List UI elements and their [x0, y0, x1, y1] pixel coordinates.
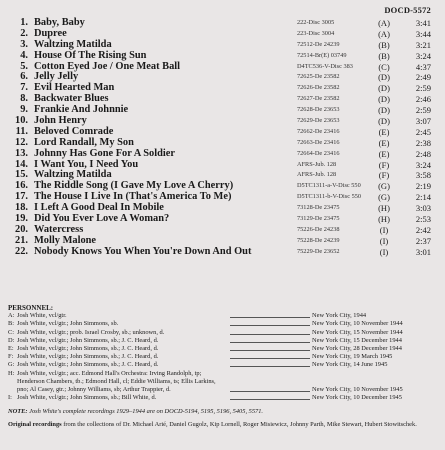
- track-matrix: 75229-De 23652: [297, 247, 340, 255]
- personnel-letter: D:: [8, 336, 15, 344]
- personnel-entry: [8, 320, 438, 328]
- track-matrix: D5TC1311-b-V-Disc 550: [297, 193, 362, 201]
- track-time: 2:38: [415, 137, 431, 148]
- track-title: Dupree: [34, 27, 67, 39]
- track-number: 4.: [20, 49, 28, 61]
- personnel-entry: [8, 386, 438, 394]
- personnel-place-date: New York City, 28 December 1944: [312, 344, 402, 352]
- track-time: 2:42: [415, 224, 431, 235]
- track-number: 18.: [15, 202, 28, 214]
- track-personnel-code: (G): [378, 181, 390, 192]
- original-recordings-text: from the collections of Dr. Michael Arié, Daniel Gugolz, Kip Lornell, Roger Misiewicz, Johnny Parth, Mike Stewart, Hubert Stowitschek.: [61, 421, 417, 428]
- track-matrix: 75228-De 24239: [297, 236, 340, 244]
- track-matrix: 72625-De 23582: [297, 73, 340, 81]
- track-time: 2:37: [415, 235, 431, 246]
- personnel-list: [8, 312, 438, 402]
- personnel-heading: PERSONNEL:: [8, 304, 54, 312]
- leader-rule: [230, 317, 310, 318]
- track-title: John Henry: [34, 115, 87, 127]
- track-personnel-code: (F): [378, 170, 390, 181]
- track-time: 3:01: [415, 246, 431, 257]
- track-title: I Want You, I Need You: [34, 158, 139, 170]
- track-title: Waltzing Matilda: [34, 169, 112, 181]
- track-personnel-code: (F): [378, 159, 390, 170]
- track-title: Did You Ever Love A Woman?: [34, 213, 170, 225]
- track-number: 11.: [15, 125, 28, 137]
- track-number: 12.: [15, 136, 28, 148]
- personnel-place-date: New York City, 10 November 1945: [312, 385, 403, 393]
- track-title: Evil Hearted Man: [34, 82, 115, 94]
- track-title: The House I Live In (That's America To Me): [34, 191, 232, 203]
- track-number: 5.: [20, 60, 28, 72]
- leader-rule: [230, 350, 310, 351]
- personnel-entry: [8, 329, 438, 337]
- track-number: 9.: [20, 104, 28, 116]
- personnel-musicians: Josh White, vcl/gtr.; John Simmons, sb.; J. C. Heard, d.: [17, 344, 159, 352]
- track-matrix: 72663-De 23416: [297, 138, 340, 146]
- track-title: Molly Malone: [34, 234, 97, 246]
- original-recordings: [8, 421, 438, 429]
- track-title: Baby, Baby: [34, 17, 85, 28]
- track-title: Watercress: [34, 223, 84, 235]
- track-time: 3:44: [415, 28, 431, 39]
- track-personnel-code: (I): [379, 246, 389, 257]
- personnel-musicians: Josh White, vcl/gtr.; John Simmons, sb.; J. C. Heard, d.: [17, 336, 159, 344]
- personnel-letter: H:: [8, 369, 15, 377]
- personnel-musicians: Josh White, vcl/gtr.; prob. Israel Crosby, sb.; unknown, d.: [17, 328, 165, 336]
- track-time: 3:21: [415, 39, 431, 50]
- track-matrix: AFRS-Jub. 128: [297, 160, 337, 168]
- track-number: 20.: [15, 223, 28, 235]
- track-personnel-code: (E): [378, 126, 390, 137]
- track-personnel-code: (D): [378, 94, 390, 105]
- track-matrix: 73128-De 23475: [297, 204, 340, 212]
- track-number: 13.: [15, 147, 28, 159]
- track-personnel-code: (A): [378, 28, 390, 39]
- track-title: Beloved Comrade: [34, 125, 114, 137]
- track-matrix: AFRS-Jub. 128: [297, 171, 337, 179]
- track-title: Johnny Has Gone For A Soldier: [34, 147, 175, 159]
- track-time: 4:37: [415, 61, 431, 72]
- track-time: 2:45: [415, 126, 431, 137]
- track-matrix: 72629-De 23653: [297, 117, 340, 125]
- track-personnel-code: (C): [378, 61, 390, 72]
- track-personnel-code: (D): [378, 116, 390, 127]
- track-personnel-code: (E): [378, 148, 390, 159]
- track-number: 14.: [15, 158, 28, 170]
- track-row: [0, 247, 445, 258]
- personnel-entry: [8, 378, 438, 386]
- personnel-letter: I:: [8, 394, 12, 402]
- track-title: Frankie And Johnnie: [34, 104, 129, 116]
- track-time: 3:07: [415, 116, 431, 127]
- leader-rule: [230, 325, 310, 326]
- track-personnel-code: (H): [378, 214, 390, 225]
- personnel-musicians: pno; Al Casey, gtr.; Johnny Williams, sb; Arthur Trappier, d.: [17, 385, 171, 393]
- track-matrix: 72662-De 23416: [297, 127, 340, 135]
- track-time: 3:03: [415, 203, 431, 214]
- track-time: 2:19: [415, 181, 431, 192]
- track-time: 2:59: [415, 105, 431, 116]
- track-matrix: 72512-De 24239: [297, 40, 340, 48]
- personnel-place-date: New York City, 14 June 1945: [312, 361, 388, 369]
- personnel-musicians: Josh White, vcl/gtr.; John Simmons, sb.: [17, 320, 119, 328]
- track-time: 2:14: [415, 192, 431, 203]
- personnel-musicians: Henderson Chambers, tb.; Edmond Hall, cl; Eddie Williams, ts; Ellis Larkins,: [17, 377, 216, 385]
- leader-rule: [230, 334, 310, 335]
- leader-rule: [230, 366, 310, 367]
- personnel-place-date: New York City, 15 November 1944: [312, 328, 403, 336]
- track-matrix: 72627-De 23582: [297, 95, 340, 103]
- track-number: 16.: [15, 180, 28, 192]
- track-number: 3.: [20, 38, 28, 50]
- track-title: House Of The Rising Sun: [34, 49, 147, 61]
- personnel-entry: [8, 361, 438, 369]
- track-matrix: 73129-De 23475: [297, 215, 340, 223]
- track-matrix: D5TC1311-a-V-Disc 550: [297, 182, 361, 190]
- note-text: Josh White's complete recordings 1929–1944 are on DOCD-5194, 5195, 5196, 5405, 5571.: [27, 408, 264, 415]
- track-title: I Left A Good Deal In Mobile: [34, 202, 164, 214]
- track-personnel-code: (I): [379, 235, 389, 246]
- track-number: 10.: [15, 115, 28, 127]
- track-number: 7.: [20, 82, 28, 94]
- track-matrix: 223-Disc 3004: [297, 29, 335, 37]
- track-row: [0, 51, 445, 62]
- track-matrix: 222-Disc 3005: [297, 19, 335, 26]
- track-time: 2:48: [415, 148, 431, 159]
- track-title: Jelly Jelly: [34, 71, 79, 83]
- leader-rule: [230, 358, 310, 359]
- track-matrix: D4TC536-V-Disc 383: [297, 62, 353, 70]
- leader-rule: [230, 342, 310, 343]
- track-number: 19.: [15, 213, 28, 225]
- track-personnel-code: (B): [378, 39, 390, 50]
- track-personnel-code: (D): [378, 83, 390, 94]
- personnel-letter: E:: [8, 344, 14, 352]
- track-number: 17.: [15, 191, 28, 203]
- personnel-place-date: New York City, 19 March 1945: [312, 353, 393, 361]
- track-matrix: 72626-De 23582: [297, 84, 340, 92]
- personnel-letter: F:: [8, 353, 14, 361]
- personnel-place-date: New York City, 15 December 1944: [312, 336, 402, 344]
- track-time: 2:53: [415, 214, 431, 225]
- track-number: 21.: [15, 234, 28, 246]
- personnel-letter: G:: [8, 361, 15, 369]
- track-time: 2:46: [415, 94, 431, 105]
- track-personnel-code: (D): [378, 105, 390, 116]
- track-time: 3:24: [415, 159, 431, 170]
- note-prefix: NOTE:: [8, 408, 28, 415]
- track-title: Waltzing Matilda: [34, 38, 112, 50]
- track-title: Backwater Blues: [34, 93, 109, 105]
- track-time: 2:59: [415, 83, 431, 94]
- personnel-letter: A:: [8, 312, 15, 320]
- personnel-section: [8, 304, 438, 402]
- personnel-place-date: New York City, 10 November 1944: [312, 320, 403, 328]
- personnel-entry: [8, 370, 438, 378]
- track-personnel-code: (A): [378, 18, 390, 28]
- track-number: 15.: [15, 169, 28, 181]
- track-personnel-code: (B): [378, 50, 390, 61]
- track-personnel-code: (G): [378, 192, 390, 203]
- track-number: 22.: [15, 245, 28, 257]
- leader-rule: [230, 391, 310, 392]
- track-title: Lord Randall, My Son: [34, 136, 134, 148]
- track-title: The Riddle Song (I Gave My Love A Cherry): [34, 180, 234, 192]
- personnel-entry: [8, 353, 438, 361]
- track-time: 2:49: [415, 72, 431, 83]
- track-matrix: 72514-Br(E) 03749: [297, 51, 347, 59]
- track-list: [0, 18, 445, 258]
- track-personnel-code: (H): [378, 203, 390, 214]
- track-number: 1.: [20, 17, 28, 28]
- track-personnel-code: (D): [378, 72, 390, 83]
- personnel-entry: [8, 394, 438, 402]
- personnel-entry: [8, 337, 438, 345]
- track-number: 6.: [20, 71, 28, 83]
- original-recordings-heading: Original recordings: [8, 421, 62, 428]
- personnel-letter: B:: [8, 320, 15, 328]
- track-personnel-code: (I): [379, 224, 389, 235]
- personnel-musicians: Josh White, vcl/gtr.; acc. Edmond Hall's Orchestra: Irving Randolph, tp;: [17, 369, 202, 377]
- personnel-place-date: New York City, 1944: [312, 312, 367, 320]
- personnel-musicians: Josh White, vcl/gtr.: [17, 312, 67, 320]
- personnel-letter: C:: [8, 328, 15, 336]
- track-time: 3:41: [415, 18, 431, 28]
- track-matrix: 72628-De 23653: [297, 106, 340, 114]
- track-time: 3:58: [415, 170, 431, 181]
- note: [8, 408, 438, 415]
- track-row: [0, 149, 445, 160]
- track-matrix: 75226-De 24238: [297, 225, 340, 233]
- personnel-musicians: Josh White, vcl/gtr.; John Simmons, sb.; Bill White, d.: [17, 394, 157, 402]
- track-number: 2.: [20, 27, 28, 39]
- personnel-entry: [8, 312, 438, 320]
- track-title: Cotton Eyed Joe / One Meat Ball: [34, 60, 181, 72]
- personnel-entry: [8, 345, 438, 353]
- track-matrix: 72664-De 23416: [297, 149, 340, 157]
- catalog-number: DOCD-5572: [384, 5, 431, 15]
- personnel-place-date: New York City, 10 December 1945: [312, 394, 402, 402]
- track-number: 8.: [20, 93, 28, 105]
- leader-rule: [230, 399, 310, 400]
- track-title: Nobody Knows You When You're Down And Out: [34, 245, 252, 257]
- track-time: 3:24: [415, 50, 431, 61]
- personnel-musicians: Josh White, vcl/gtr.; John Simmons, sb.; J. C. Heard, d.: [17, 353, 159, 361]
- personnel-musicians: Josh White, vcl/gtr.; John Simmons, sb.; J. C. Heard, d.: [17, 361, 159, 369]
- track-personnel-code: (E): [378, 137, 390, 148]
